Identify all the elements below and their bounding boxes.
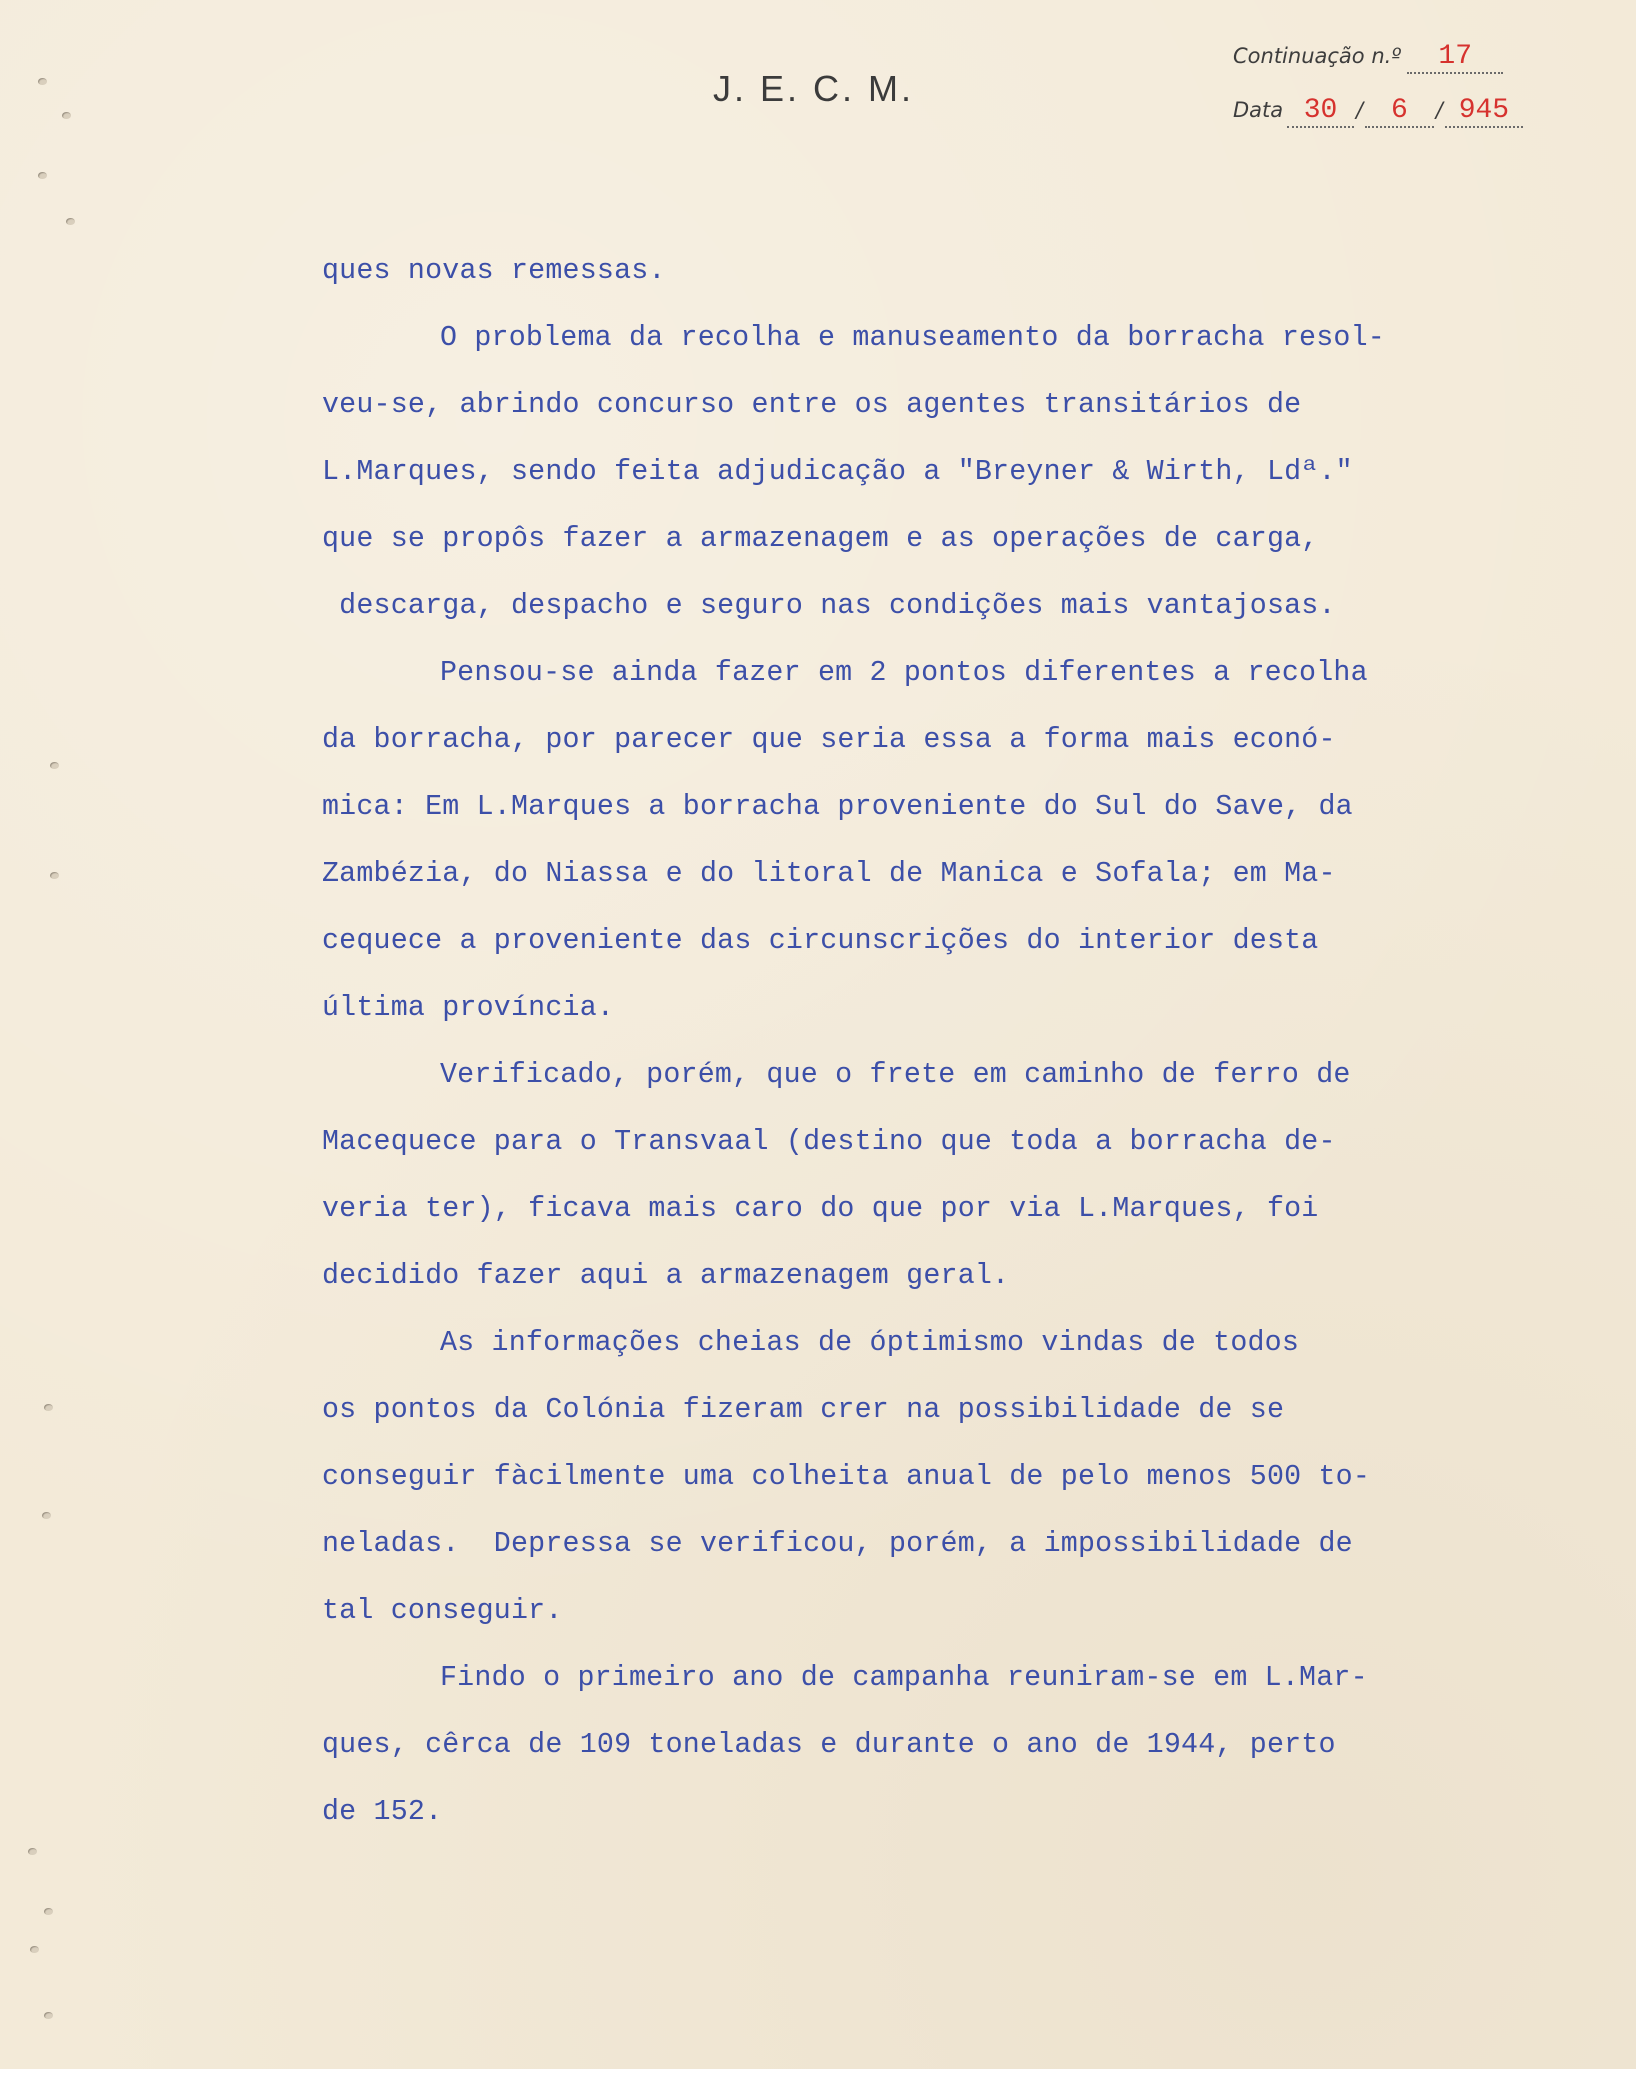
text-line: veu-se, abrindo concurso entre os agentes transitários de <box>322 389 1302 421</box>
text-line: As informações cheias de óptimismo vindas de todos <box>440 1327 1300 1359</box>
text-line: Zambézia, do Niassa e do litoral de Manica e Sofala; em Ma- <box>322 858 1336 890</box>
text-line: conseguir fàcilmente uma colheita anual de pelo menos 500 to- <box>322 1461 1371 1493</box>
continuation-line <box>1233 42 1523 74</box>
punch-hole <box>44 2012 53 2019</box>
punch-hole <box>42 1512 51 1519</box>
punch-hole <box>50 872 59 879</box>
continuation-number: 17 <box>1407 42 1503 74</box>
text-line: O problema da recolha e manuseamento da borracha resol- <box>440 322 1385 354</box>
text-line: neladas. Depressa se verificou, porém, a impossibilidade de <box>322 1528 1353 1560</box>
punch-hole <box>66 218 75 225</box>
punch-hole <box>30 1946 39 1953</box>
header-fields <box>1233 42 1523 150</box>
text-line: L.Marques, sendo feita adjudicação a "Breyner & Wirth, Ldª." <box>322 456 1353 488</box>
punch-hole <box>44 1908 53 1915</box>
date-separator: / <box>1355 98 1364 122</box>
punch-hole <box>28 1848 37 1855</box>
text-line: Macequece para o Transvaal (destino que toda a borracha de- <box>322 1126 1336 1158</box>
text-line: mica: Em L.Marques a borracha proveniente do Sul do Save, da <box>322 791 1353 823</box>
date-day: 30 <box>1287 96 1354 128</box>
text-line: ques, cêrca de 109 toneladas e durante o ano de 1944, perto <box>322 1729 1336 1761</box>
letterhead: J. E. C. M. <box>713 68 915 109</box>
punch-hole <box>62 112 71 119</box>
text-line: cequece a proveniente das circunscrições do interior desta <box>322 925 1319 957</box>
date-label: Data <box>1233 98 1284 122</box>
continuation-label: Continuação n.º <box>1233 44 1402 68</box>
text-line: Findo o primeiro ano de campanha reuniram-se em L.Mar- <box>440 1662 1368 1694</box>
date-year: 945 <box>1445 96 1523 128</box>
text-line: da borracha, por parecer que seria essa a forma mais econó- <box>322 724 1336 756</box>
date-line <box>1233 96 1523 128</box>
punch-hole <box>44 1404 53 1411</box>
text-line: última província. <box>322 992 615 1024</box>
text-line: Verificado, porém, que o frete em caminho de ferro de <box>440 1059 1351 1091</box>
text-line: descarga, despacho e seguro nas condições mais vantajosas. <box>322 590 1336 622</box>
punch-hole <box>38 172 47 179</box>
date-separator: / <box>1435 98 1443 122</box>
text-line: ques novas remessas. <box>322 255 666 287</box>
punch-hole <box>50 762 59 769</box>
punch-hole <box>38 78 47 85</box>
text-line: veria ter), ficava mais caro do que por via L.Marques, foi <box>322 1193 1319 1225</box>
date-month: 6 <box>1365 96 1434 128</box>
text-line: tal conseguir. <box>322 1595 563 1627</box>
text-line: os pontos da Colónia fizeram crer na possibilidade de se <box>322 1394 1285 1426</box>
text-line: que se propôs fazer a armazenagem e as operações de carga, <box>322 523 1319 555</box>
text-line: de 152. <box>322 1796 443 1828</box>
text-line: decidido fazer aqui a armazenagem geral. <box>322 1260 1010 1292</box>
scan-border <box>0 2069 1636 2091</box>
typed-letter-body <box>322 238 1562 1846</box>
text-line: Pensou-se ainda fazer em 2 pontos diferentes a recolha <box>440 657 1368 689</box>
